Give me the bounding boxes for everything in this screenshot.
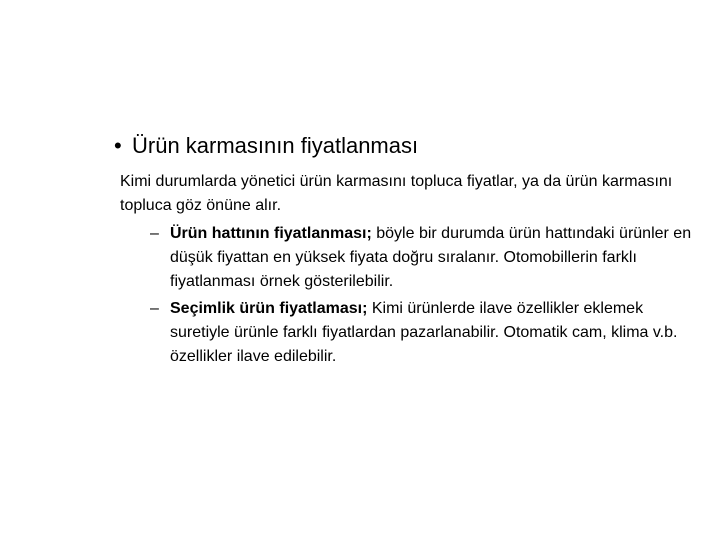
- sub-bullet-body: [150, 222, 695, 294]
- bullet-heading: [114, 132, 418, 160]
- sub-bullet-optional-product-pricing: [150, 297, 695, 369]
- dash-icon: –: [150, 300, 159, 317]
- intro-paragraph: Kimi durumlarda yönetici ürün karmasını topluca fiyatlar, ya da ürün karmasını topluca göz önüne alır.: [120, 173, 673, 214]
- sub-bullet-body: [150, 297, 695, 369]
- bullet-icon: •: [114, 133, 122, 158]
- dash-icon: –: [150, 225, 159, 242]
- sub-bullet-term: Ürün hattının fiyatlanması;: [170, 225, 372, 242]
- heading-text: Ürün karmasının fiyatlanması: [132, 133, 419, 158]
- sub-bullet-text: böyle bir durumda ürün hattındaki ürünler en düşük fiyattan en yüksek fiyata doğru sıralanır. Otomobillerin farklı fiyatlanması örnek gösterilebilir.: [170, 225, 692, 290]
- sub-bullet-product-line-pricing: [150, 222, 695, 294]
- sub-bullet-text: Kimi ürünlerde ilave özellikler eklemek suretiyle ürünle farklı fiyatlardan pazarlanabilir. Otomatik cam, klima v.b. özellikler ilave edilebilir.: [170, 300, 678, 365]
- sub-bullet-term: Seçimlik ürün fiyatlaması;: [170, 300, 368, 317]
